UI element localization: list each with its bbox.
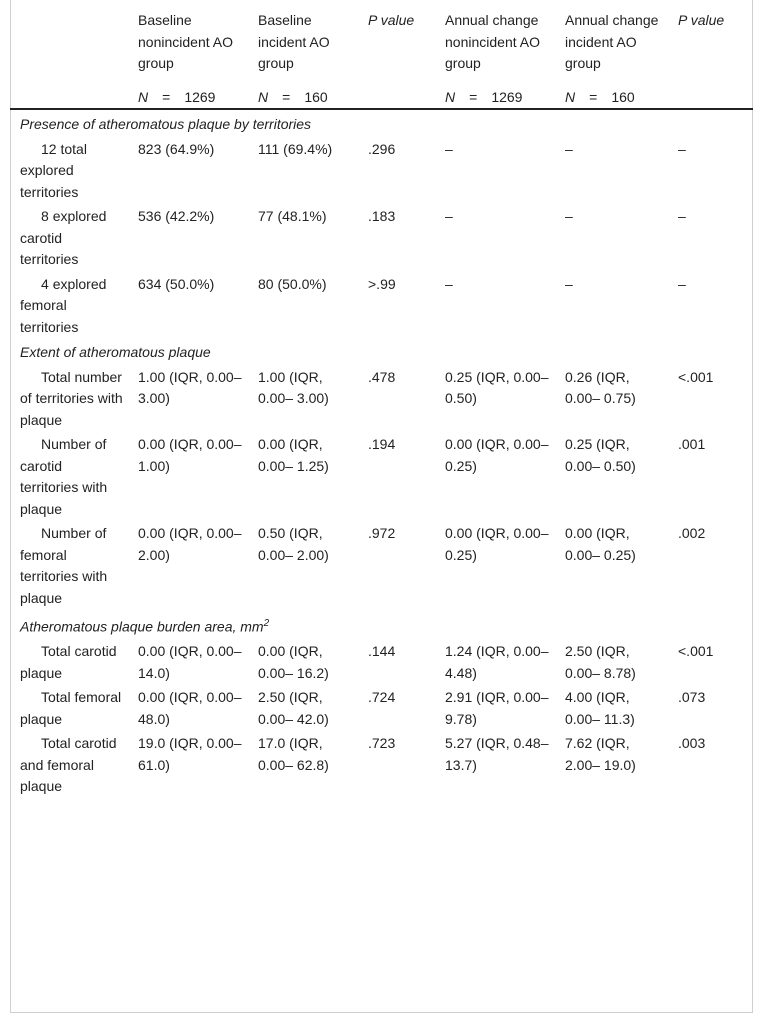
n-baseline-nonincident: N = 1269 [138,88,216,105]
table-row [10,730,753,798]
cell-value: 0.26 (IQR, 0.00– 0.75) [565,368,636,406]
cell-value: – [565,275,573,292]
cell-p-value: .296 [368,140,396,157]
table-row [10,271,753,339]
cell-value: 17.0 (IQR, 0.00– 62.8) [258,735,329,773]
cell-p-value: .001 [678,436,706,452]
cell-value: 634 (50.0%) [138,275,215,292]
header-baseline-incident: Baseline incident AO group [258,12,330,71]
row-label: Number of carotid territories with plaque [20,436,108,517]
header-annual-nonincident: Annual change nonincident AO group [445,12,540,71]
cell-value: 823 (64.9%) [138,140,215,157]
cell-p-value: <.001 [678,643,714,660]
cell-value: 1.00 (IQR, 0.00–3.00) [138,368,242,406]
cell-p-value: .073 [678,689,706,706]
cell-p-value: – [678,275,686,292]
cell-value: – [445,140,453,157]
cell-p-value: >.99 [368,275,396,292]
cell-value: 0.00 (IQR, 0.00–14.0) [138,643,242,681]
table-row [10,520,753,609]
cell-value: 5.27 (IQR, 0.48–13.7) [445,735,549,773]
row-label: 8 explored carotid territories [20,208,107,267]
cell-value: – [445,208,453,224]
table-row [10,431,753,520]
table-row [10,684,753,730]
header-p-value-annual: P value [678,12,725,28]
cell-p-value: .972 [368,525,396,541]
cell-p-value: <.001 [678,368,714,385]
table-row [10,638,753,684]
cell-value: 2.50 (IQR, 0.00– 42.0) [258,689,329,727]
cell-p-value: .723 [368,735,396,752]
section-title-presence: Presence of atheromatous plaque by territories [20,116,312,132]
row-label: 4 explored femoral territories [20,275,107,335]
cell-value: 0.00 (IQR, 0.00–1.00) [138,436,242,474]
table-header [10,7,753,109]
cell-p-value: .183 [368,208,396,224]
header-annual-incident: Annual change incident AO group [565,12,659,71]
cell-value: 0.50 (IQR, 0.00– 2.00) [258,525,329,563]
cell-value: – [445,275,453,292]
cell-value: 0.00 (IQR, 0.00–48.0) [138,689,242,727]
cell-p-value: .194 [368,436,396,452]
table-row [10,364,753,432]
table-row [10,203,753,271]
cell-value: 0.00 (IQR, 0.00–0.25) [445,525,549,563]
row-label: Total carotid and femoral plaque [20,735,117,795]
header-p-value-baseline: P value [368,12,415,28]
cell-value: 19.0 (IQR, 0.00–61.0) [138,735,242,773]
cell-value: 0.00 (IQR, 0.00–2.00) [138,525,242,563]
row-label: Total number of territories with plaque [20,368,123,428]
row-label: Total femoral plaque [20,689,122,727]
header-empty [10,7,128,75]
cell-value: 1.24 (IQR, 0.00–4.48) [445,643,549,681]
cell-value: 0.00 (IQR, 0.00– 1.25) [258,436,329,474]
cell-p-value: .002 [678,525,706,541]
cell-p-value: .724 [368,689,396,706]
row-label: 12 total explored territories [20,140,87,200]
cell-value: – [565,208,573,224]
cell-value: 0.00 (IQR, 0.00–0.25) [445,436,549,474]
cell-p-value: .144 [368,643,396,660]
section-title-extent: Extent of atheromatous plaque [20,344,211,360]
cell-value: – [565,140,573,157]
cell-value: 77 (48.1%) [258,208,327,224]
row-label: Number of femoral territories with plaque [20,525,108,606]
section-title-burden: Atheromatous plaque burden area, $mm^2$ [20,618,270,635]
cell-value: 80 (50.0%) [258,275,327,292]
cell-value: 0.25 (IQR, 0.00– 0.50) [565,436,636,474]
row-label: Total carotid plaque [20,643,117,681]
cell-p-value: – [678,208,686,224]
cell-value: 536 (42.2%) [138,208,215,224]
n-annual-nonincident: N = 1269 [445,88,523,105]
cell-value: 1.00 (IQR, 0.00– 3.00) [258,368,329,406]
cell-p-value: .478 [368,368,396,385]
cell-value: 2.50 (IQR, 0.00– 8.78) [565,643,636,681]
cell-value: 2.91 (IQR, 0.00–9.78) [445,689,549,727]
cell-p-value: .003 [678,735,706,752]
cell-value: 0.00 (IQR, 0.00– 0.25) [565,525,636,563]
table-row [10,136,753,204]
cell-value: 0.00 (IQR, 0.00– 16.2) [258,643,329,681]
n-annual-incident: N = 160 [565,88,635,105]
cell-p-value: – [678,140,686,157]
n-baseline-incident: N = 160 [258,88,328,105]
cell-value: 0.25 (IQR, 0.00–0.50) [445,368,549,406]
cell-value: 4.00 (IQR, 0.00– 11.3) [565,689,635,727]
table-body [10,109,753,798]
cell-value: 111 (69.4%) [258,140,333,157]
data-table [10,7,753,798]
cell-value: 7.62 (IQR, 2.00– 19.0) [565,735,636,773]
header-baseline-nonincident: Baseline nonincident AO group [138,12,233,71]
